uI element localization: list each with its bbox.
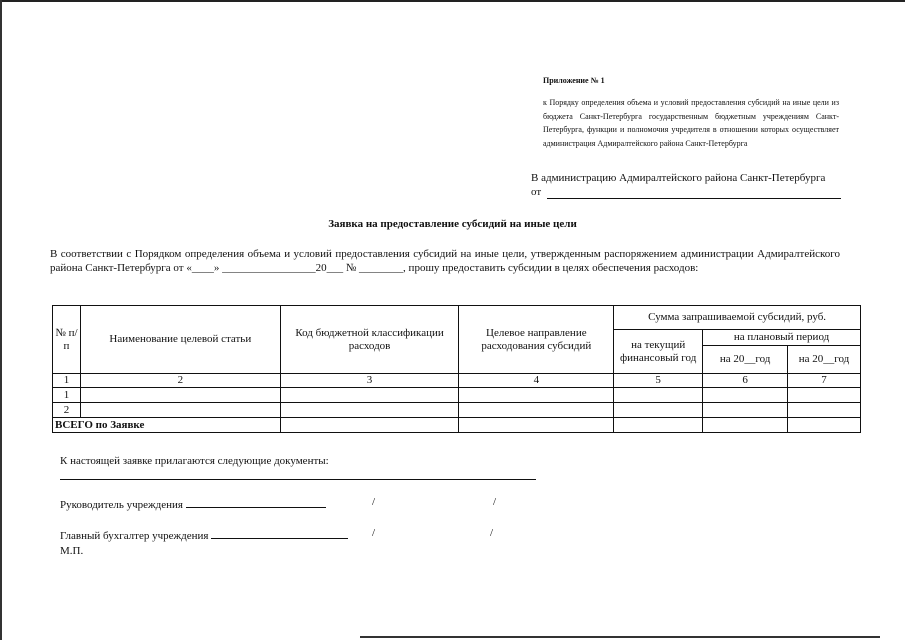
table-cell (459, 403, 614, 418)
addressee-from-line (547, 187, 841, 199)
attached-documents-label: К настоящей заявке прилагаются следующие документы: (60, 455, 329, 467)
table-row (53, 388, 861, 403)
table-cell (459, 418, 614, 433)
col-number: 1 (53, 374, 81, 388)
attached-documents-line (60, 479, 536, 480)
addressee-from-label: от (531, 186, 542, 198)
scan-edge-bottom (360, 636, 880, 638)
table-cell (788, 388, 861, 403)
header-year-1: на 20__год (703, 346, 788, 374)
table-cell (788, 418, 861, 433)
col-number: 7 (788, 374, 861, 388)
accountant-signature-slash: / (372, 527, 376, 539)
addressee-to: В администрацию Адмиралтейского района Санкт-Петербурга (531, 172, 826, 184)
header-name: Наименование целевой статьи (80, 306, 280, 374)
accountant-signature-slash: / (490, 527, 494, 539)
col-number: 5 (614, 374, 703, 388)
head-signature-line (186, 497, 326, 508)
accountant-signature-label: Главный бухгалтер учреждения (60, 530, 209, 542)
head-signature-slash: / (372, 496, 376, 508)
intro-paragraph: В соответствии с Порядком определения объема и условий предоставления субсидий на иные цели, утвержденным распоряжением администрации Адмиралтейского района Санкт-Петербурга от «____» _________________20___ № ________, прошу предоставить субсидии в целях обеспечения расходов: (50, 248, 840, 274)
scan-edge-left (0, 0, 2, 640)
head-signature-label: Руководитель учреждения (60, 499, 183, 511)
table-cell (703, 388, 788, 403)
table-cell (703, 403, 788, 418)
document-heading: Заявка на предоставление субсидий на иные цели (328, 218, 577, 230)
column-number-row (53, 374, 861, 388)
row-number: 1 (53, 388, 81, 403)
table-row (53, 403, 861, 418)
table-cell (614, 388, 703, 403)
accountant-signature-row (60, 528, 348, 542)
addressee-block (531, 171, 841, 199)
head-signature-row (60, 497, 326, 511)
table-cell (614, 418, 703, 433)
subsidy-table (52, 305, 861, 433)
head-signature-slash: / (493, 496, 497, 508)
table-cell (788, 403, 861, 418)
col-number: 6 (703, 374, 788, 388)
table-cell (280, 418, 459, 433)
header-planned: на плановый период (703, 330, 861, 346)
table-cell (459, 388, 614, 403)
total-label: ВСЕГО по Заявке (53, 418, 281, 433)
header-current-year: на текущий финансовый год (614, 330, 703, 374)
header-sum: Сумма запрашиваемой субсидий, руб. (614, 306, 861, 330)
table-cell (703, 418, 788, 433)
header-code: Код бюджетной классификации расходов (280, 306, 459, 374)
table-cell (614, 403, 703, 418)
table-cell (280, 388, 459, 403)
appendix-title: Приложение № 1 (543, 76, 605, 85)
appendix-text: к Порядку определения объема и условий предоставления субсидий на иные цели из бюджета Санкт-Петербурга государственным бюджетным учреждениям Санкт-Петербурга, функции и полномочия учредителя в отношении которых осуществляет администрация Адмиралтейского района Санкт-Петербурга (543, 98, 839, 148)
table-cell (280, 403, 459, 418)
total-row (53, 418, 861, 433)
accountant-signature-line (211, 528, 348, 539)
scan-edge-top (0, 0, 905, 2)
header-direction: Целевое направление расходования субсидий (459, 306, 614, 374)
header-year-2: на 20__год (788, 346, 861, 374)
col-number: 2 (80, 374, 280, 388)
row-number: 2 (53, 403, 81, 418)
addressee-from-row (531, 185, 841, 199)
stamp-place-label: М.П. (60, 545, 84, 557)
col-number: 4 (459, 374, 614, 388)
table-cell (80, 403, 280, 418)
col-number: 3 (280, 374, 459, 388)
table-cell (80, 388, 280, 403)
header-num: № п/п (53, 306, 81, 374)
